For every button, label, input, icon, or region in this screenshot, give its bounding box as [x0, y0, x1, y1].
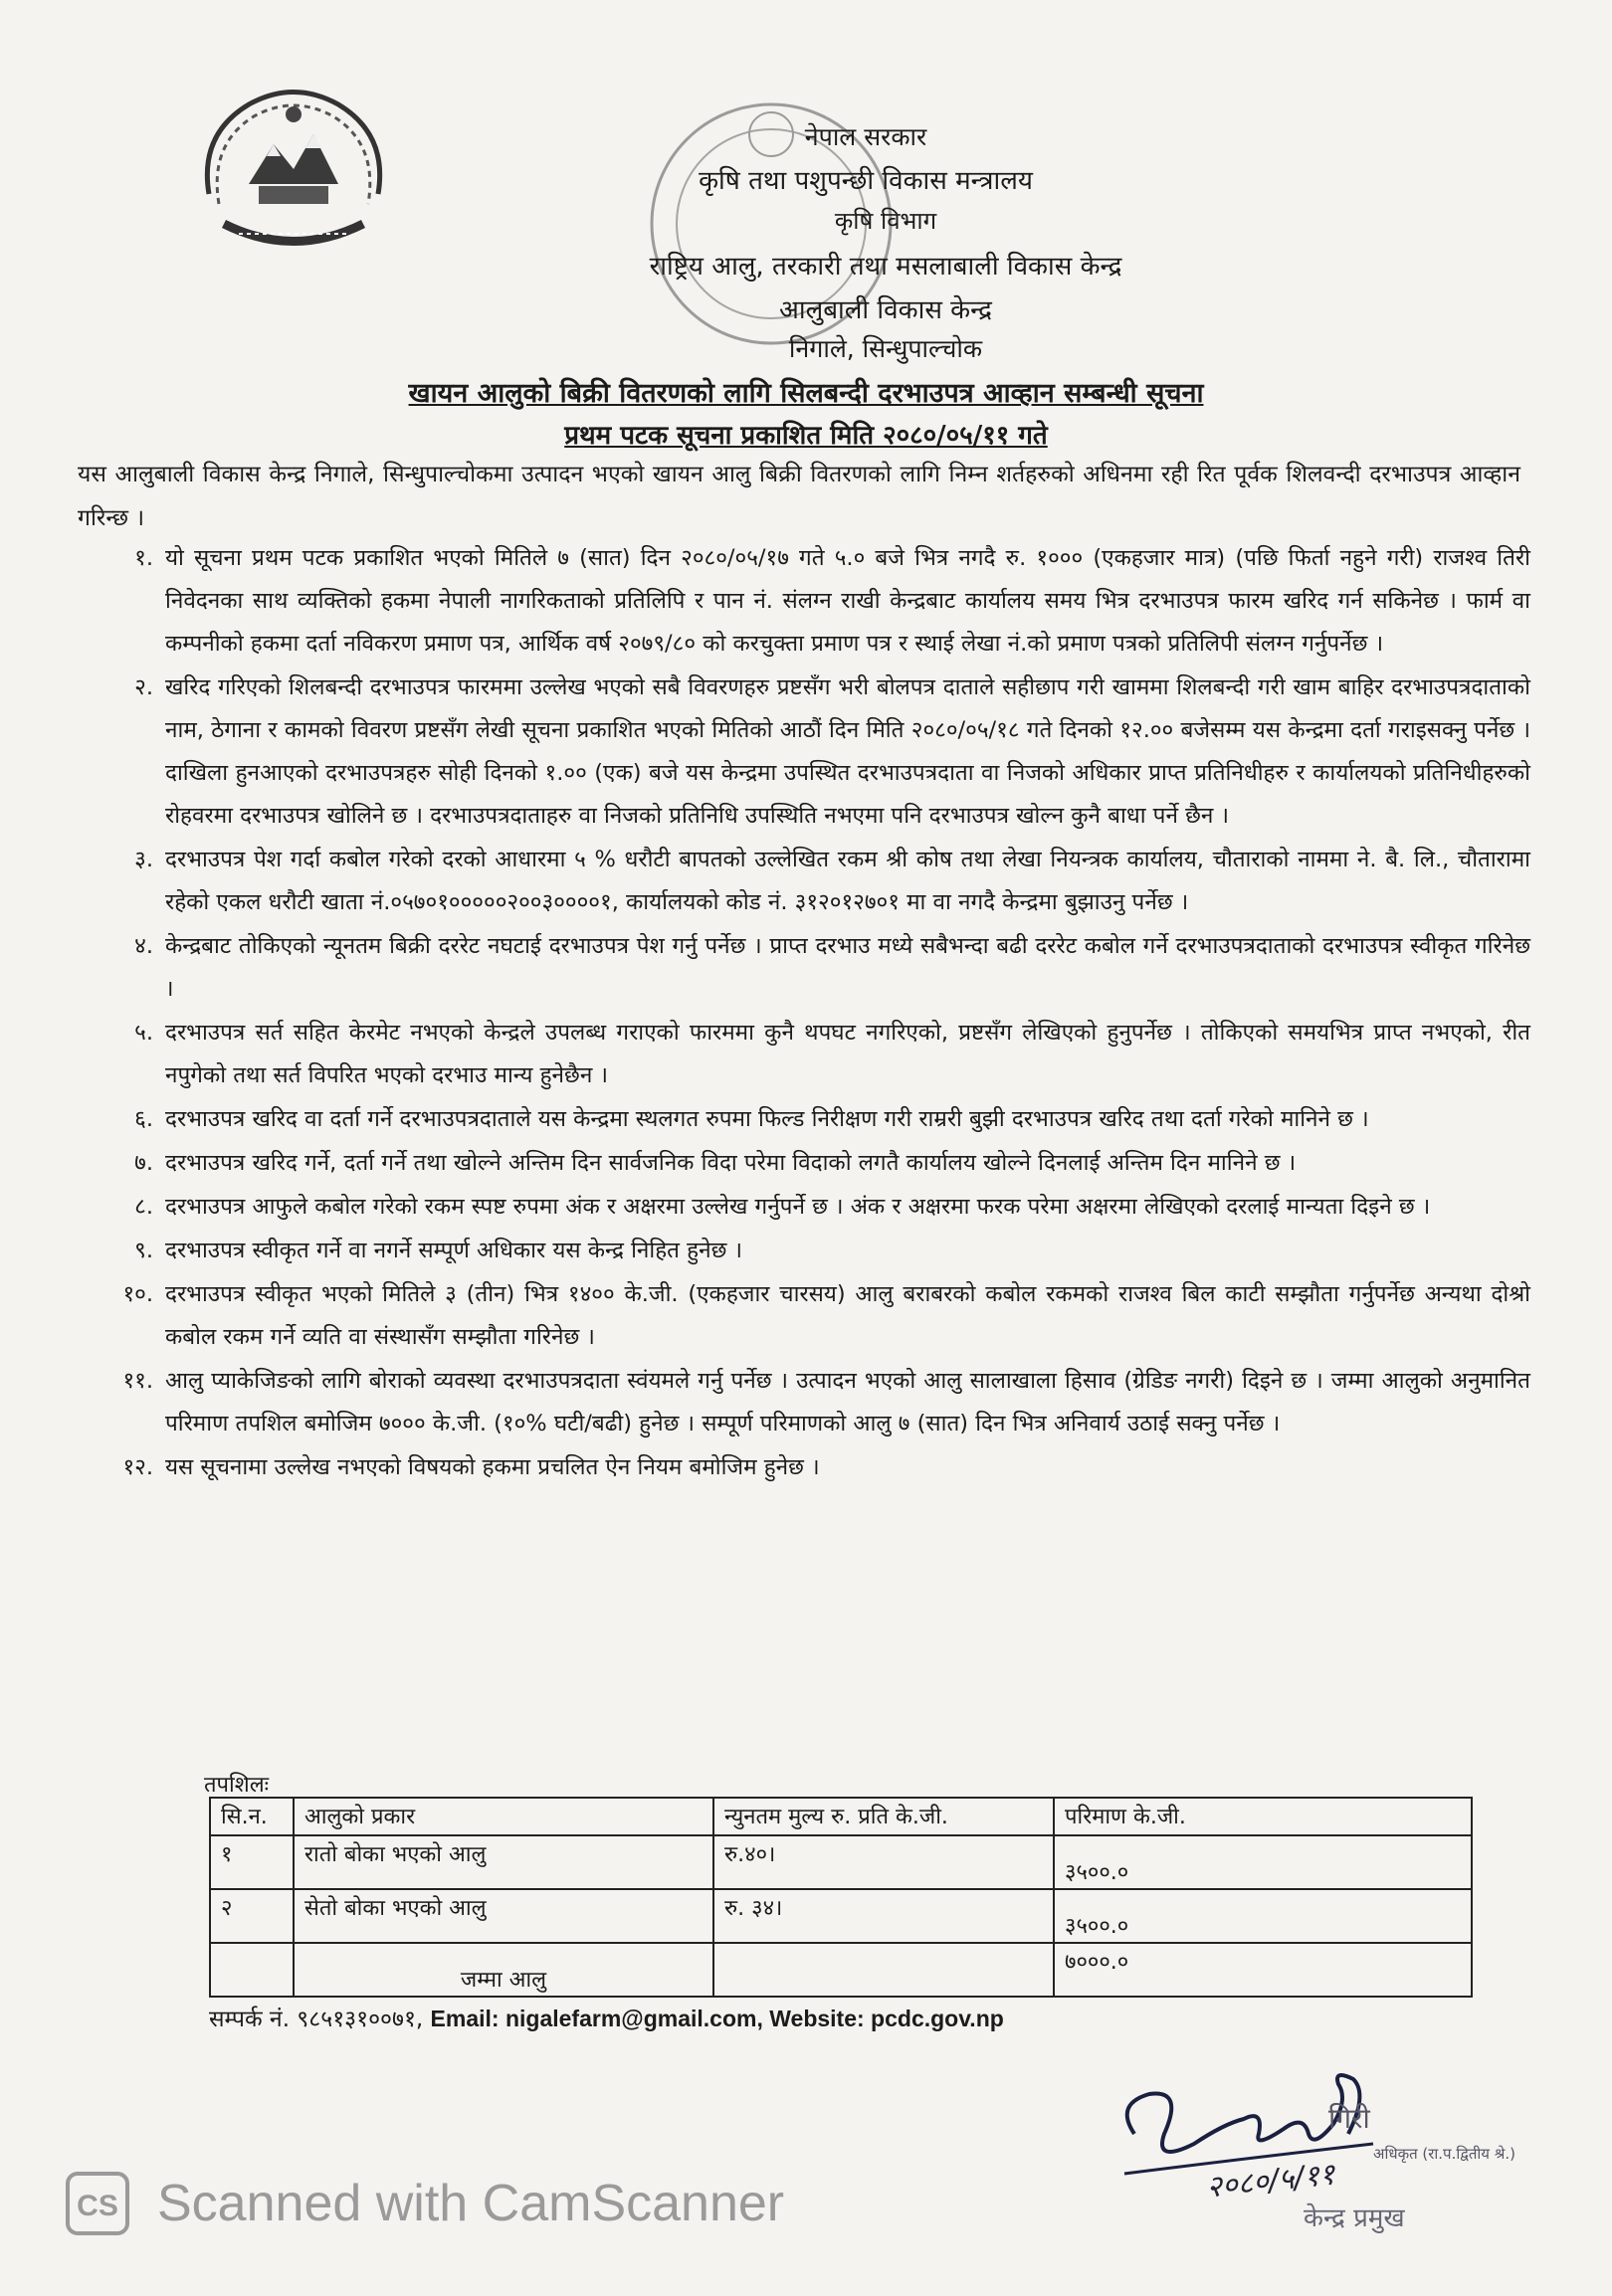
list-item: [78, 1230, 1530, 1272]
item-number: ७.: [134, 1150, 153, 1176]
table-header-cell: परिमाण के.जी.: [1054, 1798, 1472, 1835]
conditions-list: [78, 537, 1530, 1490]
table-cell: रु.४०।: [713, 1835, 1054, 1889]
item-text: दरभाउपत्र आफुले कबोल गरेको रकम स्पष्ट रुपमा अंक र अक्षरमा उल्लेख गर्नुपर्ने छ । अंक र अक्षरमा फरक परेमा अक्षरमा लेखिएको दरलाई मान्यता दिइने छ ।: [165, 1194, 1431, 1220]
notice-subtitle: प्रथम पटक सूचना प्रकाशित मिति २०८०/०५/११ गते: [564, 421, 1048, 451]
signatory-name: गिरी: [1328, 2102, 1370, 2135]
table-cell: ३५००.०: [1054, 1835, 1472, 1889]
item-number: ५.: [134, 1020, 153, 1046]
table-header-cell: न्युनतम मुल्य रु. प्रति के.जी.: [713, 1798, 1054, 1835]
table-cell: रातो बोका भएको आलु: [294, 1835, 713, 1889]
contact-phone: सम्पर्क नं. ९८५१३१००७१,: [209, 2007, 424, 2032]
table-row: [210, 1889, 1472, 1943]
list-item: [78, 1360, 1530, 1445]
table-row: [210, 1835, 1472, 1889]
notice-title: खायन आलुको बिक्री वितरणको लागि सिलबन्दी दरभाउपत्र आव्हान सम्बन्धी सूचना: [408, 378, 1204, 409]
list-item: [78, 1098, 1530, 1141]
list-item: [78, 925, 1530, 1011]
letterhead-line-6: निगाले, सिन्धुपाल्चोक: [788, 334, 983, 363]
item-text: केन्द्रबाट तोकिएको न्यूनतम बिक्री दररेट नघटाई दरभाउपत्र पेश गर्नु पर्नेछ । प्राप्त दरभाउ मध्ये सबैभन्दा बढी दररेट कबोल गर्ने दरभाउपत्रदाताको दरभाउपत्र स्वीकृत गरिनेछ ।: [165, 933, 1530, 1002]
table-cell: सेतो बोका भएको आलु: [294, 1889, 713, 1943]
item-number: ११.: [122, 1368, 153, 1394]
item-text: दरभाउपत्र खरिद वा दर्ता गर्ने दरभाउपत्रदाताले यस केन्द्रमा स्थलगत रुपमा फिल्ड निरीक्षण गरी राम्ररी बुझी दरभाउपत्र खरिद तथा दर्ता गरेको मानिने छ ।: [165, 1106, 1369, 1132]
item-number: १.: [134, 545, 153, 571]
item-number: २.: [134, 674, 153, 700]
contact-line: [209, 2002, 1004, 2033]
item-text: दरभाउपत्र पेश गर्दा कबोल गरेको दरको आधारमा ५ % धरौटी बापतको उल्लेखित रकम श्री कोष तथा लेखा नियन्त्रक कार्यालय, चौताराको नाममा ने. बै. लि., चौतारामा रहेको एकल धरौटी खाता नं.०५७०१०००००२००३००००१, कार्यालयको कोड नं. ३१२०१२७०१ मा वा नगदै केन्द्रमा बुझाउनु पर्नेछ ।: [165, 847, 1530, 915]
item-text: यो सूचना प्रथम पटक प्रकाशित भएको मितिले ७ (सात) दिन २०८०/०५/१७ गते ५.० बजे भित्र नगदै रु. १००० (एकहजार मात्र) (पछि फिर्ता नहुने गरी) राजश्व तिरी निवेदनका साथ व्यक्तिको हकमा नेपाली नागरिकताको प्रतिलिपि र पान नं. संलग्न राखी केन्द्रबाट कार्यालय समय भित्र दरभाउपत्र फारम खरिद गर्न सकिनेछ । फार्म वा कम्पनीको हकमा दर्ता नविकरण प्रमाण पत्र, आर्थिक वर्ष २०७९/८० को करचुक्ता प्रमाण पत्र र स्थाई लेखा नं.को प्रमाण पत्रको प्रतिलिपी संलग्न गर्नुपर्नेछ ।: [165, 545, 1530, 657]
item-text: आलु प्याकेजिङको लागि बोराको व्यवस्था दरभाउपत्रदाता स्वंयमले गर्नु पर्नेछ । उत्पादन भएको आलु सालाखाला हिसाव (ग्रेडिङ नगरी) दिइने छ । जम्मा आलुको अनुमानित परिमाण तपशिल बमोजिम ७००० के.जी. (१०% घटी/बढी) हुनेछ । सम्पूर्ण परिमाणको आलु ७ (सात) दिन भित्र अनिवार्य उठाई सक्नु पर्नेछ ।: [165, 1368, 1530, 1436]
item-text: खरिद गरिएको शिलबन्दी दरभाउपत्र फारममा उल्लेख भएको सबै विवरणहरु प्रष्टसँग भरी बोलपत्र दाताले सहीछाप गरी खाममा शिलबन्दी गरी खाम बाहिर दरभाउपत्रदाताको नाम, ठेगाना र कामको विवरण प्रष्टसँग लेखी सूचना प्रकाशित भएको मितिको आठौं दिन मिति २०८०/०५/१८ गते दिनको १२.०० बजेसम्म यस केन्द्रमा दर्ता गराइसक्नु पर्नेछ । दाखिला हुनआएको दरभाउपत्रहरु सोही दिनको १.०० (एक) बजे यस केन्द्रमा उपस्थित दरभाउपत्रदाता वा निजको अधिकार प्राप्त प्रतिनिधीहरु र कार्यालयको प्रतिनिधीहरुको रोहवरमा दरभाउपत्र खोलिने छ । दरभाउपत्रदाताहरु वा निजको प्रतिनिधि उपस्थिति नभएमा पनि दरभाउपत्र खोल्न कुनै बाधा पर्ने छैन ।: [165, 674, 1530, 829]
item-number: ९.: [134, 1238, 153, 1263]
letterhead-line-4: राष्ट्रिय आलु, तरकारी तथा मसलाबाली विकास केन्द्र: [649, 252, 1122, 282]
table-total-row: [210, 1943, 1472, 1997]
list-item: [78, 537, 1530, 666]
table-cell: ३५००.०: [1054, 1889, 1472, 1943]
table-cell: [210, 1943, 294, 1997]
item-number: ३.: [134, 847, 153, 872]
list-item: [78, 839, 1530, 924]
table-cell: १: [210, 1835, 294, 1889]
item-number: ६.: [134, 1106, 153, 1132]
table-total-value: ७०००.०: [1054, 1943, 1472, 1997]
list-item: [78, 1142, 1530, 1185]
table-cell: २: [210, 1889, 294, 1943]
camscanner-logo-icon: [66, 2172, 129, 2235]
camscanner-watermark: Scanned with CamScanner: [157, 2175, 785, 2232]
letterhead-line-1: नेपाल सरकार: [804, 122, 927, 151]
list-item: [78, 1446, 1530, 1489]
list-item: [78, 1186, 1530, 1229]
intro-paragraph: यस आलुबाली विकास केन्द्र निगाले, सिन्धुपाल्चोकमा उत्पादन भएको खायन आलु बिक्री वितरणको लागि निम्न शर्तहरुको अधिनमा रही रित पूर्वक शिलवन्दी दरभाउपत्र आव्हान गरिन्छ ।: [78, 462, 1520, 531]
item-number: १२.: [122, 1454, 153, 1480]
contact-email-website: Email: nigalefarm@gmail.com, Website: pcdc.gov.np: [430, 2006, 1004, 2031]
table-label: तपशिलः: [204, 1773, 270, 1798]
signature-date: २०८०/५/११: [1204, 2157, 1337, 2205]
svg-text:CS: CS: [77, 2190, 118, 2222]
item-text: यस सूचनामा उल्लेख नभएको विषयको हकमा प्रचलित ऐन नियम बमोजिम हुनेछ ।: [165, 1454, 820, 1480]
table-cell: [713, 1943, 1054, 1997]
letterhead-line-5: आलुबाली विकास केन्द्र: [779, 295, 992, 325]
item-number: १०.: [122, 1281, 153, 1307]
item-number: ८.: [134, 1194, 153, 1220]
details-table: [209, 1797, 1473, 1998]
table-header-cell: सि.न.: [210, 1798, 294, 1835]
list-item: [78, 1012, 1530, 1097]
signatory-designation: अधिकृत (रा.प.द्वितीय श्रे.): [1373, 2145, 1515, 2163]
signatory-role: केन्द्र प्रमुख: [1304, 2203, 1405, 2233]
letterhead-line-2: कृषि तथा पशुपन्छी विकास मन्त्रालय: [699, 166, 1033, 196]
item-number: ४.: [134, 933, 153, 959]
item-text: दरभाउपत्र स्वीकृत गर्ने वा नगर्ने सम्पूर्ण अधिकार यस केन्द्र निहित हुनेछ ।: [165, 1238, 743, 1263]
list-item: [78, 667, 1530, 838]
letterhead-line-3: कृषि विभाग: [834, 207, 937, 235]
table-total-label: जम्मा आलु: [294, 1943, 713, 1997]
item-text: दरभाउपत्र खरिद गर्ने, दर्ता गर्ने तथा खोल्ने अन्तिम दिन सार्वजनिक विदा परेमा विदाको लगतै कार्यालय खोल्ने दिनलाई अन्तिम दिन मानिने छ ।: [165, 1150, 1297, 1176]
list-item: [78, 1273, 1530, 1359]
table-header-cell: आलुको प्रकार: [294, 1798, 713, 1835]
table-cell: रु. ३४।: [713, 1889, 1054, 1943]
table-header-row: [210, 1798, 1472, 1835]
item-text: दरभाउपत्र स्वीकृत भएको मितिले ३ (तीन) भित्र १४०० के.जी. (एकहजार चारसय) आलु बराबरको कबोल रकमको राजश्व बिल काटी सम्झौता गर्नुपर्नेछ अन्यथा दोश्रो कबोल रकम गर्ने व्यति वा संस्थासँग सम्झौता गरिनेछ ।: [165, 1281, 1530, 1350]
item-text: दरभाउपत्र सर्त सहित केरमेट नभएको केन्द्रले उपलब्ध गराएको फारममा कुनै थपघट नगरिएको, प्रष्टसँग लेखिएको हुनुपर्नेछ । तोकिएको समयभित्र प्राप्त नभएको, रीत नपुगेको तथा सर्त विपरित भएको दरभाउ मान्य हुनेछैन ।: [165, 1020, 1530, 1088]
